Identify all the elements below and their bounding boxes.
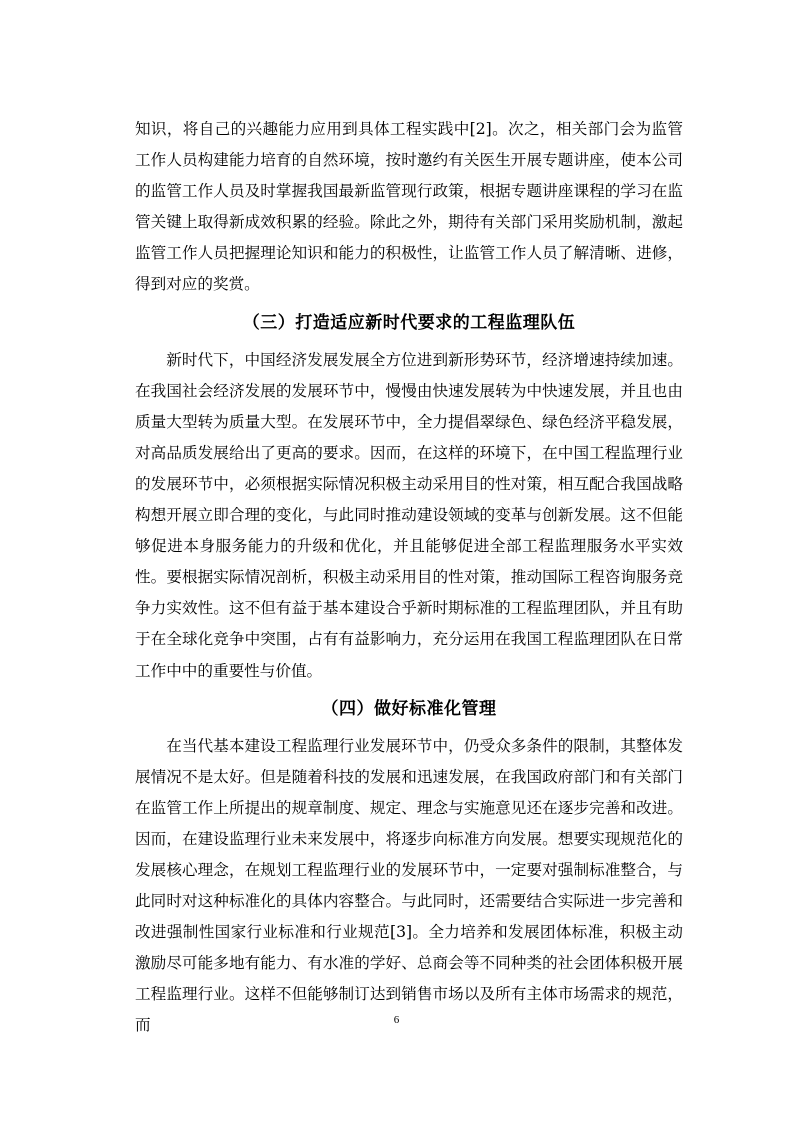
- section-heading-4: （四）做好标准化管理: [321, 698, 497, 719]
- page-number: 6: [393, 1014, 400, 1026]
- paragraph-section-3: 新时代下，中国经济发展发展全方位进到新形势环节，经济增速持续加速。在我国社会经济发展的发展环节中，慢慢由快速发展转为中快速发展，并且也由质量大型转为质量大型。在发展环节中，全力提倡翠绿色、绿色经济平稳发展，对高品质发展给出了更高的要求。因而，在这样的环境下，在中国工程监理行业的发展环节中，必须根据实际情况积极主动采用目的性对策，相互配合我国战略构想开展立即合理的变化，与此同时推动建设领域的变革与创新发展。这不但能够促进本身服务能力的升级和优化，并且能够促进全部工程监理服务水平实效性。要根据实际情况剖析，积极主动采用目的性对策，推动国际工程咨询服务竞争力实效性。这不但有益于基本建设合乎新时期标准的工程监理团队，并且有助于在全球化竞争中突围，占有有益影响力，充分运用在我国工程监理团队在日常工作中中的重要性与价值。: [135, 350, 683, 680]
- paragraph-continuation: 知识，将自己的兴趣能力应用到具体工程实践中[2]。次之，相关部门会为监管工作人员构建能力培育的自然环境，按时邀约有关医生开展专题讲座，使本公司的监管工作人员及时掌握我国最新监管现行政策，根据专题讲座课程的学习在监管关键上取得新成效积累的经验。除此之外，期待有关部门采用奖励机制，激起监管工作人员把握理论知识和能力的积极性，让监管工作人员了解清晰、进修，得到对应的奖赏。: [135, 120, 683, 294]
- paragraph-section-4: 在当代基本建设工程监理行业发展环节中，仍受众多条件的限制，其整体发展情况不是太好。但是随着科技的发展和迅速发展，在我国政府部门和有关部门在监管工作上所提出的规章制度、规定、理念与实施意见还在逐步完善和改进。因而，在建设监理行业未来发展中，将逐步向标准方向发展。想要实现规范化的发展核心理念，在规划工程监理行业的发展环节中，一定要对强制标准整合，与此同时对这种标准化的具体内容整合。与此同时，还需要结合实际进一步完善和改进强制性国家行业标准和行业规范[3]。全力培养和发展团体标准，积极主动激励尽可能多地有能力、有水准的学好、总商会等不同种类的社会团体积极开展工程监理行业。这样不但能够制订达到销售市场以及所有主体市场需求的规范，而: [135, 736, 683, 1035]
- section-heading-3: （三）打造适应新时代要求的工程监理队伍: [242, 312, 576, 333]
- page-body: [135, 114, 683, 1042]
